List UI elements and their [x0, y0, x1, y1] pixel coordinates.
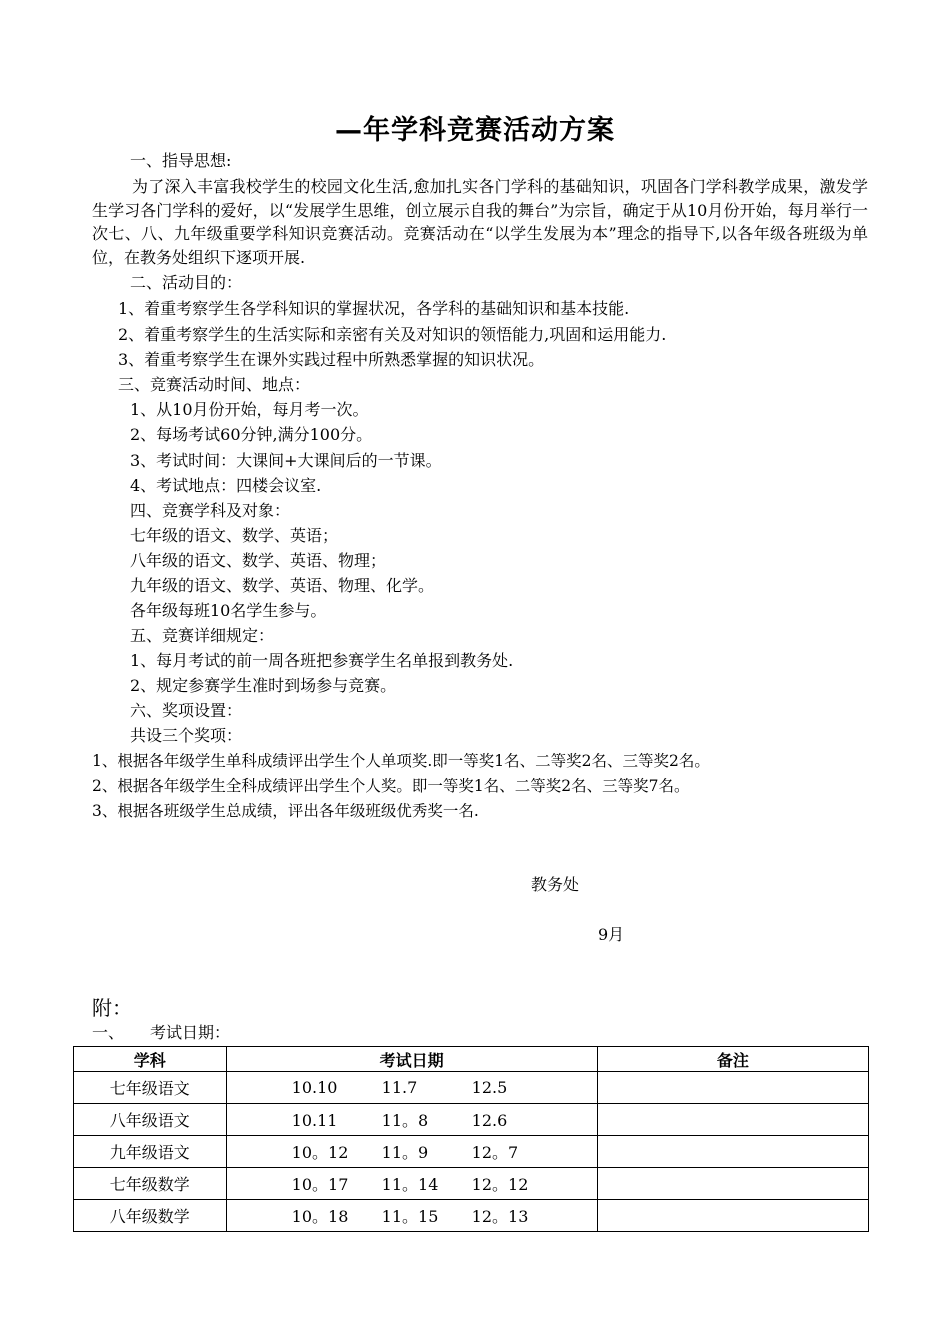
date-value: 12。7	[471, 1143, 519, 1162]
section-1-body: 为了深入丰富我校学生的校园文化生活,愈加扎实各门学科的基础知识，巩固各门学科教学成果，激发学生学习各门学科的爱好，以“发展学生思维，创立展示自我的舞台”为宗旨，确定于从10月份开始，每月举行一次七、八、九年级重要学科知识竞赛活动。竞赛活动在“以学生发展为本”理念的指导下,以各年级各班级为单位，在教务处组织下逐项开展.	[92, 177, 868, 267]
table-header-row	[74, 1047, 869, 1072]
section-5-item: 2、规定参赛学生准时到场参与竞赛。	[130, 676, 397, 695]
table-row	[74, 1200, 869, 1232]
appendix-subheading: 考试日期：	[150, 1023, 231, 1042]
table-row	[74, 1104, 869, 1136]
date-value: 11。15	[381, 1207, 439, 1226]
section-6-intro: 共设三个奖项：	[130, 726, 243, 745]
subject-cell: 七年级语文	[74, 1072, 227, 1104]
dates-cell	[226, 1072, 597, 1104]
date-value: 11。9	[381, 1143, 429, 1162]
section-4-item: 各年级每班10名学生参与。	[130, 601, 327, 620]
section-4-item: 八年级的语文、数学、英语、物理；	[130, 551, 387, 570]
column-header-exam-date: 考试日期	[226, 1047, 597, 1072]
date-value: 10。12	[291, 1143, 349, 1162]
date-value: 12。13	[471, 1207, 529, 1226]
dates-cell	[226, 1104, 597, 1136]
section-6-item: 3、根据各班级学生总成绩，评出各年级班级优秀奖一名.	[92, 802, 479, 820]
date-value: 10.11	[291, 1111, 338, 1130]
appendix-subheading-number: 一、	[92, 1023, 125, 1042]
section-3-item: 1、从10月份开始，每月考一次。	[130, 400, 369, 419]
section-2-item: 1、着重考察学生各学科知识的掌握状况，各学科的基础知识和基本技能.	[118, 299, 630, 318]
dates-cell	[226, 1200, 597, 1232]
subject-cell: 七年级数学	[74, 1168, 227, 1200]
date-value: 12.5	[471, 1078, 508, 1097]
date-value: 12.6	[471, 1111, 508, 1130]
table-row	[74, 1136, 869, 1168]
section-3-item: 2、每场考试60分钟,满分100分。	[130, 425, 373, 444]
note-cell	[597, 1072, 868, 1104]
column-header-subject: 学科	[74, 1047, 227, 1072]
subject-cell: 八年级语文	[74, 1104, 227, 1136]
section-3-heading: 三、竞赛活动时间、地点：	[118, 375, 311, 394]
section-6-item: 1、根据各年级学生单科成绩评出学生个人单项奖.即一等奖1名、二等奖2名、三等奖2名。	[92, 752, 710, 770]
date-value: 11.7	[381, 1078, 418, 1097]
table-row	[74, 1168, 869, 1200]
date-value: 10.10	[291, 1078, 338, 1097]
note-cell	[597, 1136, 868, 1168]
appendix-label: 附：	[92, 996, 132, 1020]
section-6-heading: 六、奖项设置：	[130, 701, 243, 720]
date-value: 11。8	[381, 1111, 429, 1130]
section-2-item: 3、着重考察学生在课外实践过程中所熟悉掌握的知识状况。	[118, 350, 545, 369]
section-2-heading: 二、活动目的：	[130, 273, 243, 292]
section-5-heading: 五、竞赛详细规定：	[130, 626, 275, 645]
page-title: —年学科竞赛活动方案	[335, 115, 615, 146]
signature-date: 9月	[598, 925, 625, 944]
table-row	[74, 1072, 869, 1104]
subject-cell: 八年级数学	[74, 1200, 227, 1232]
note-cell	[597, 1168, 868, 1200]
section-3-item: 3、考试时间：大课间+大课间后的一节课。	[130, 451, 442, 470]
section-3-item: 4、考试地点：四楼会议室.	[130, 476, 322, 495]
section-4-item: 九年级的语文、数学、英语、物理、化学。	[130, 576, 435, 595]
section-4-item: 七年级的语文、数学、英语；	[130, 526, 339, 545]
dates-cell	[226, 1168, 597, 1200]
section-2-item: 2、着重考察学生的生活实际和亲密有关及对知识的领悟能力,巩固和运用能力.	[118, 325, 667, 344]
date-value: 10。17	[291, 1175, 349, 1194]
section-4-heading: 四、竞赛学科及对象：	[130, 501, 291, 520]
date-value: 11。14	[381, 1175, 439, 1194]
section-1-heading: 一、指导思想:	[130, 151, 232, 170]
date-value: 12。12	[471, 1175, 529, 1194]
note-cell	[597, 1200, 868, 1232]
dates-cell	[226, 1136, 597, 1168]
note-cell	[597, 1104, 868, 1136]
exam-date-table	[73, 1046, 869, 1232]
column-header-remarks: 备注	[597, 1047, 868, 1072]
date-value: 10。18	[291, 1207, 349, 1226]
section-6-item: 2、根据各年级学生全科成绩评出学生个人奖。即一等奖1名、二等奖2名、三等奖7名。	[92, 777, 690, 795]
signature-office: 教务处	[531, 875, 580, 894]
subject-cell: 九年级语文	[74, 1136, 227, 1168]
section-5-item: 1、每月考试的前一周各班把参赛学生名单报到教务处.	[130, 651, 514, 670]
